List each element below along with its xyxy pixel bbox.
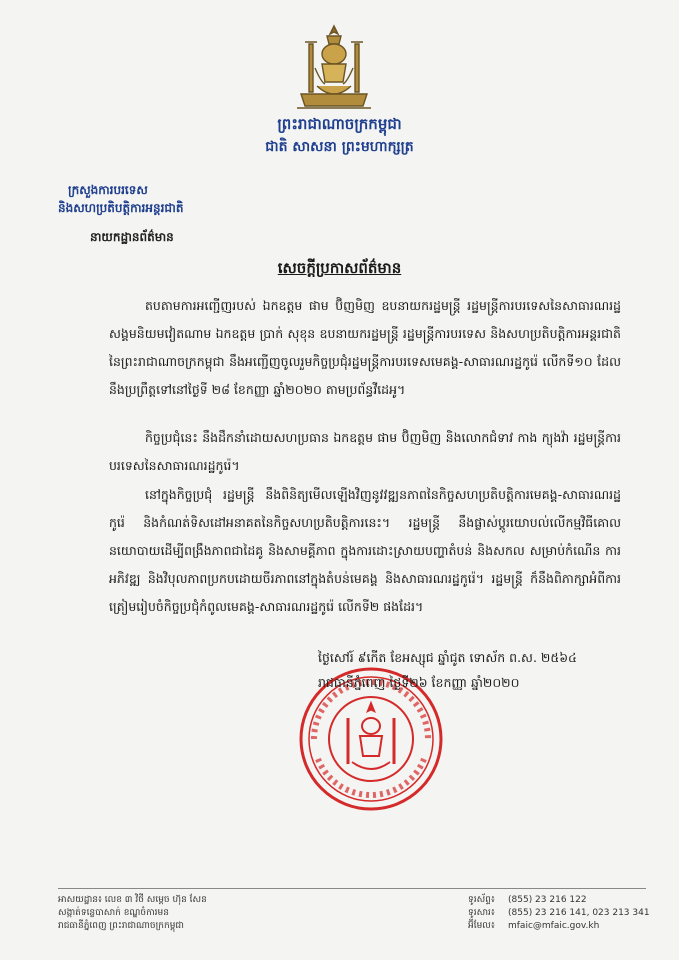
phone-row bbox=[468, 894, 650, 907]
phone-value: (855) 23 216 122 bbox=[508, 895, 587, 905]
ministry-name-line1: ក្រសួងការបរទេស bbox=[68, 183, 148, 197]
footer-divider bbox=[58, 888, 646, 889]
kingdom-heading: ព្រះរាជាណាចក្រកម្ពុជា bbox=[277, 115, 402, 133]
body-paragraph: នៅក្នុងកិច្ចប្រជុំ រដ្ឋមន្ត្រី នឹងពិនិត្យមើលឡើងវិញនូវវឌ្ឍនភាពនៃកិច្ចសហប្រតិបត្តិការមេគង្គ-សាធារណរដ្ឋកូរ៉េ និងកំណត់ទិសដៅអនាគតនៃកិច្ចសហប្រតិបត្តិការនេះ។ រដ្ឋមន្ត្រី នឹងផ្លាស់ប្តូរយោបល់លើកម្មវិធីគោលនយោបាយដើម្បីពង្រឹងភាពជាដៃគូ និងសាមគ្គីភាព ក្នុងការដោះស្រាយបញ្ហាតំបន់ និងសកល សម្រាប់កំណើន ការអភិវឌ្ឍ និងវិបុលភាពប្រកបដោយចីរភាពនៅក្នុងតំបន់មេគង្គ និងសាធារណរដ្ឋកូរ៉េ។ រដ្ឋមន្ត្រី ក៏នឹងពិភាក្សាអំពីការត្រៀមរៀបចំកិច្ចប្រជុំកំពូលមេគង្គ-សាធារណរដ្ឋកូរ៉េ លើកទី២ ផងដែរ។ bbox=[109, 487, 621, 614]
address-line: សង្កាត់ទន្លេបាសាក់ ខណ្ឌចំការមន bbox=[58, 908, 169, 918]
email-row bbox=[468, 920, 650, 933]
department-name: នាយកដ្ឋានព័ត៌មាន bbox=[90, 230, 174, 244]
footer-address bbox=[58, 894, 207, 933]
lunar-date: ថ្ងៃសៅរ៍ ៩កើត ខែអស្សុជ ឆ្នាំជូត ទោស័ក ព.ស. ២៥៦៤ bbox=[318, 650, 577, 665]
document-title-text: សេចក្តីប្រកាសព័ត៌មាន bbox=[277, 259, 402, 277]
body-paragraph: តបតាមការអញ្ជើញរបស់ ឯកឧត្តម ផាម ប៊ិញមិញ ឧបនាយករដ្ឋមន្ត្រី រដ្ឋមន្ត្រីការបរទេសនៃសាធារណរដ្ឋសង្គមនិយមវៀតណាម ឯកឧត្តម ប្រាក់ សុខុន ឧបនាយករដ្ឋមន្ត្រី រដ្ឋមន្ត្រីការបរទេស និងសហប្រតិបត្តិការអន្តរជាតិនៃព្រះរាជាណាចក្រកម្ពុជា នឹងអញ្ជើញចូលរួមកិច្ចប្រជុំរដ្ឋមន្ត្រីការបរទេសមេគង្គ-សាធារណរដ្ឋកូរ៉េ លើកទី១០ ដែលនឹងប្រព្រឹត្តទៅនៅថ្ងៃទី ២៨ ខែកញ្ញា ឆ្នាំ២០២០ តាមប្រព័ន្ធវីដេអូ។ bbox=[109, 298, 621, 397]
email-value: mfaic@mfaic.gov.kh bbox=[508, 921, 600, 931]
body-paragraph: កិច្ចប្រជុំនេះ នឹងដឹកនាំដោយសហប្រធាន ឯកឧត្តម ផាម ប៊ិញមិញ និងលោកជំទាវ កាង ក្យុងវ៉ា រដ្ឋមន្ត្រីការបរទេសនៃសាធារណរដ្ឋកូរ៉េ។ bbox=[109, 430, 621, 473]
royal-coat-of-arms-icon bbox=[291, 22, 377, 114]
fax-label: ទូរសារ៖ bbox=[468, 908, 495, 918]
ministry-name-line2: និងសហប្រតិបត្តិការអន្តរជាតិ bbox=[58, 201, 184, 215]
document-title bbox=[0, 259, 679, 281]
footer-contact bbox=[468, 894, 650, 933]
fax-value: (855) 23 216 141, 023 213 341 bbox=[508, 908, 650, 918]
national-motto: ជាតិ សាសនា ព្រះមហាក្សត្រ bbox=[265, 139, 414, 155]
email-label: អ៊ីមែល៖ bbox=[468, 921, 495, 931]
fax-row bbox=[468, 907, 650, 920]
address-line: រាជធានីភ្នំពេញ ព្រះរាជាណាចក្រកម្ពុជា bbox=[58, 921, 184, 931]
phone-label: ទូរស័ព្ទ៖ bbox=[468, 895, 495, 905]
solar-date: រាជធានីភ្នំពេញ ថ្ងៃទី២៦ ខែកញ្ញា ឆ្នាំ២០២០ bbox=[318, 675, 520, 690]
address-line: អាសយដ្ឋាន៖ លេខ ៣ វិថី សម្តេច ហ៊ុន សែន bbox=[58, 895, 207, 905]
